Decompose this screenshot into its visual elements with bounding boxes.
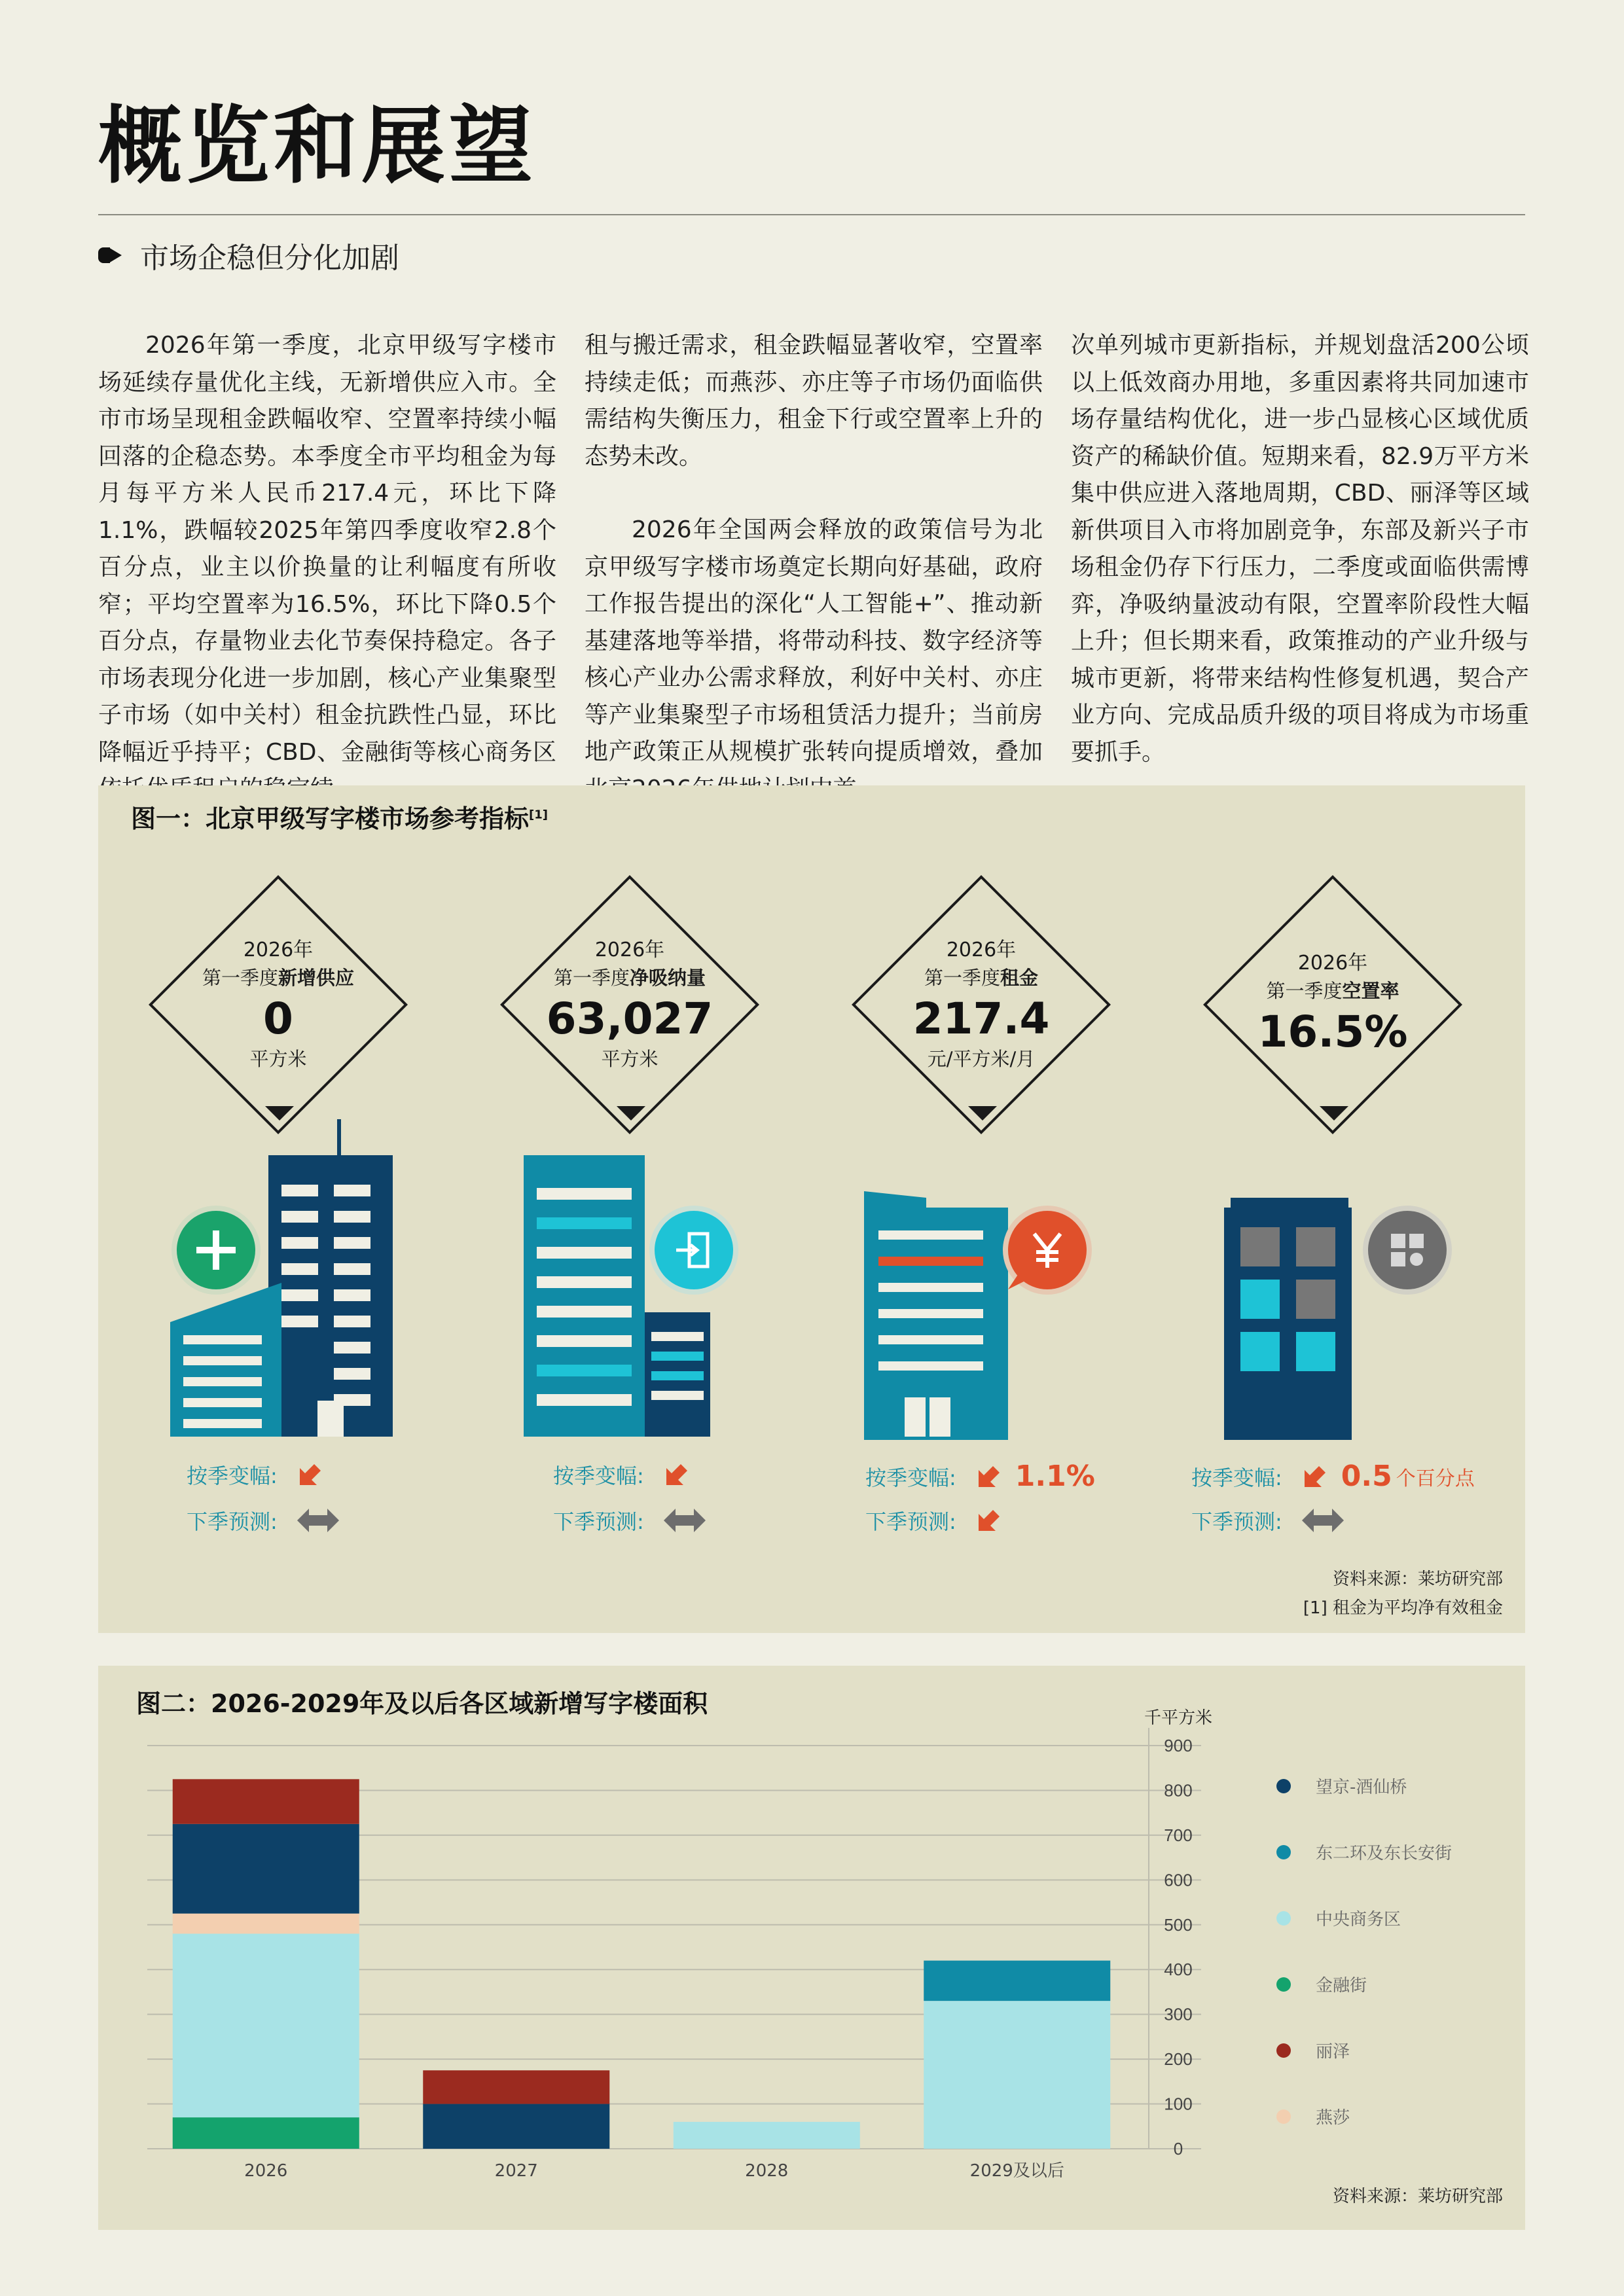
forecast-row	[865, 1505, 1002, 1535]
change-label: 按季变幅:	[865, 1465, 956, 1490]
figure-1-title: 图一：北京甲级写字楼市场参考指标[1]	[131, 804, 548, 833]
change-value: 1.1%	[1015, 1460, 1095, 1493]
bar-segment	[173, 1824, 359, 1914]
legend-label: 丽泽	[1316, 2042, 1350, 2062]
figure-1-source: 资料来源：莱坊研究部	[1332, 1570, 1503, 1589]
y-tick-label: 400	[1164, 1960, 1193, 1980]
metric-year: 2026年	[243, 939, 314, 961]
change-label: 按季变幅:	[1191, 1465, 1282, 1490]
y-tick-label: 300	[1164, 2004, 1193, 2024]
y-tick-label: 100	[1164, 2094, 1193, 2114]
metric-vacancy	[1202, 874, 1464, 1136]
metric-value: 63,027	[546, 994, 713, 1044]
metric-year: 2026年	[946, 939, 1017, 961]
metric-label: 第一季度空置率	[1266, 980, 1399, 1002]
change-unit: 个百分点	[1396, 1467, 1475, 1490]
figure-2-panel	[98, 1666, 1525, 2230]
pointer-triangle	[265, 1106, 294, 1121]
change-row	[187, 1460, 323, 1490]
metric-net-absorption	[499, 874, 761, 1136]
office-illustration	[864, 1191, 1028, 1440]
bar-segment	[173, 1933, 359, 2117]
metric-value: 217.4	[912, 994, 1050, 1044]
legend-item	[1276, 1906, 1401, 1930]
metric-label: 第一季度净吸纳量	[553, 967, 706, 989]
change-row	[865, 1460, 1095, 1493]
arrow-down-left-icon	[976, 1507, 1002, 1534]
y-tick-label: 500	[1164, 1914, 1193, 1935]
metric-new-supply	[147, 874, 409, 1136]
change-label: 按季变幅:	[553, 1463, 644, 1488]
metric-rent	[850, 874, 1112, 1136]
body-paragraph: 2026年全国两会释放的政策信号为北京甲级写字楼市场奠定长期向好基础，政府工作报告提出的深化“人工智能+”、推动新基建落地等举措，将带动科技、数字经济等核心产业办公需求释放，利好中关村、亦庄等产业集聚型子市场租赁活力提升；当前房地产政策正从规模扩张转向提质增效，叠加	[585, 516, 1043, 765]
arrow-left-right-icon	[1302, 1507, 1344, 1534]
arrow-down-left-icon	[297, 1462, 323, 1488]
change-row	[553, 1460, 690, 1490]
forecast-label: 下季预测:	[553, 1509, 644, 1534]
legend-item	[1276, 1840, 1452, 1864]
body-paragraph: 租与搬迁需求，租金跌幅显著收窄，空置率持续走低；而燕莎、亦庄等子市场仍面临供需结构失衡压力，租金下行或空置率上升的态势未改。	[585, 332, 1043, 470]
forecast-row	[1191, 1505, 1344, 1535]
forecast-label: 下季预测:	[865, 1509, 956, 1534]
legend-item	[1276, 1774, 1407, 1798]
bar-segment	[173, 2117, 359, 2149]
metric-label: 第一季度新增供应	[202, 967, 355, 989]
office-illustration	[524, 1155, 720, 1440]
forecast-label: 下季预测:	[1191, 1509, 1282, 1534]
legend-swatch	[1276, 1977, 1291, 1992]
x-tick-label: 2028	[745, 2161, 789, 2181]
metric-unit: 平方米	[601, 1048, 659, 1070]
arrow-left-right-icon	[297, 1507, 339, 1534]
metric-year: 2026年	[594, 939, 665, 961]
change-row	[1191, 1460, 1475, 1493]
legend-swatch	[1276, 1911, 1291, 1926]
legend-label: 燕莎	[1316, 2108, 1350, 2128]
stacked-bar-chart	[98, 1666, 1525, 2230]
office-illustration	[1224, 1198, 1355, 1440]
y-tick-label: 700	[1164, 1825, 1193, 1845]
pointer-triangle	[617, 1106, 645, 1121]
puzzle-icon	[1368, 1211, 1447, 1289]
y-tick-label: 0	[1173, 2139, 1183, 2159]
body-paragraph: 次单列城市更新指标，并规划盘活200公顷以上低效商办用地，多重因素将共同加速市场存量结构优化，进一步凸显核心区域优质资产的稀缺价值。短期来看，82.9万平方米集中供应进入落地周期，CBD、丽泽等区域新供项目入市将加剧竞争，东部及新兴子市场租金仍存下行压力，二季度或面临供需博弈，净吸纳量波动有限，空置率阶段性大幅上升；但长期来看，政策推动的产业升级与城市更新，将带来结构性修复机遇，契合产业方向、完成品质升级的项目将成为市场重要抓手。	[1071, 332, 1529, 766]
legend-label: 望京-酒仙桥	[1316, 1778, 1407, 1797]
legend-label: 东二环及东长安街	[1316, 1844, 1453, 1863]
bar-segment	[924, 2001, 1110, 2149]
metric-label: 第一季度租金	[924, 967, 1039, 989]
figure-1-note: [1] 租金为平均净有效租金	[1303, 1598, 1503, 1618]
forecast-row	[553, 1505, 706, 1535]
figure-2-source: 资料来源：莱坊研究部	[1332, 2187, 1503, 2206]
pointer-triangle	[968, 1106, 997, 1121]
change-label: 按季变幅:	[187, 1463, 278, 1488]
bar-segment	[173, 1914, 359, 1934]
legend-item	[1276, 2104, 1350, 2128]
section-heading	[98, 232, 399, 278]
bar-segment	[423, 2104, 609, 2149]
legend-label: 金融街	[1316, 1976, 1367, 1996]
legend-swatch	[1276, 2109, 1291, 2124]
arrow-down-left-icon	[664, 1462, 690, 1488]
legend-item	[1276, 2038, 1350, 2062]
page-title: 概览和展望	[98, 98, 537, 195]
forecast-label: 下季预测:	[187, 1509, 278, 1534]
figure-1-panel	[98, 785, 1525, 1633]
y-tick-label: 200	[1164, 2049, 1193, 2070]
x-tick-label: 2027	[494, 2161, 538, 2181]
body-column-2	[585, 327, 1043, 808]
arrow-down-left-icon	[976, 1463, 1002, 1490]
metric-year: 2026年	[1297, 952, 1368, 975]
bar-segment	[924, 1961, 1110, 2001]
arrow-down-left-icon	[1302, 1463, 1328, 1490]
arrow-left-right-icon	[664, 1507, 706, 1534]
forecast-row	[187, 1505, 339, 1535]
legend-label: 中央商务区	[1316, 1910, 1401, 1929]
section-title: 市场企稳但分化加剧	[140, 242, 399, 275]
legend-item	[1276, 1972, 1367, 1996]
y-tick-label: 600	[1164, 1870, 1193, 1890]
pointer-triangle	[1320, 1106, 1348, 1121]
change-value: 0.5	[1341, 1460, 1392, 1493]
body-column-1	[98, 327, 556, 808]
y-tick-label: 800	[1164, 1780, 1193, 1801]
body-paragraph: 2026年第一季度，北京甲级写字楼市场延续存量优化主线，无新增供应入市。全市市场呈现租金跌幅收窄、空置率持续小幅回落的企稳态势。本季度全市平均租金为每月每平方米人民币217.4元，环比下降1.1%，跌幅较2025年第四季度收窄2.8个百分点，业主以价换量的让利幅度有所收窄；平均空置率为16.5%，环比下降0.5个百分点，存量物业去化节奏保持稳定。各子市场表现分化进一步加剧，核心产业集聚型子市场（如中关村）租金抗跌性凸显，环比降幅近乎持平；CBD、金融街等核心商务区	[98, 332, 556, 766]
y-tick-label: 900	[1164, 1736, 1193, 1755]
plus-icon	[177, 1211, 255, 1289]
metric-value: 16.5%	[1257, 1007, 1408, 1057]
legend-swatch	[1276, 1779, 1291, 1793]
bar-segment	[173, 1779, 359, 1823]
figure-2-title: 图二：2026-2029年及以后各区域新增写字楼面积	[136, 1689, 708, 1718]
metric-unit: 元/平方米/月	[927, 1048, 1036, 1070]
speech-tail	[1008, 1270, 1034, 1296]
body-column-3	[1071, 327, 1529, 771]
y-axis-label: 千平方米	[1144, 1708, 1213, 1728]
metric-value: 0	[263, 994, 293, 1044]
title-divider	[98, 214, 1525, 215]
tag-marker-icon	[98, 243, 123, 267]
legend-swatch	[1276, 2043, 1291, 2058]
legend-swatch	[1276, 1845, 1291, 1859]
door-enter-icon	[655, 1211, 733, 1289]
bar-segment	[423, 2070, 609, 2104]
x-tick-label: 2029及以后	[969, 2161, 1064, 2181]
bar-segment	[674, 2122, 860, 2149]
x-tick-label: 2026	[244, 2161, 288, 2181]
metric-unit: 平方米	[249, 1048, 307, 1070]
